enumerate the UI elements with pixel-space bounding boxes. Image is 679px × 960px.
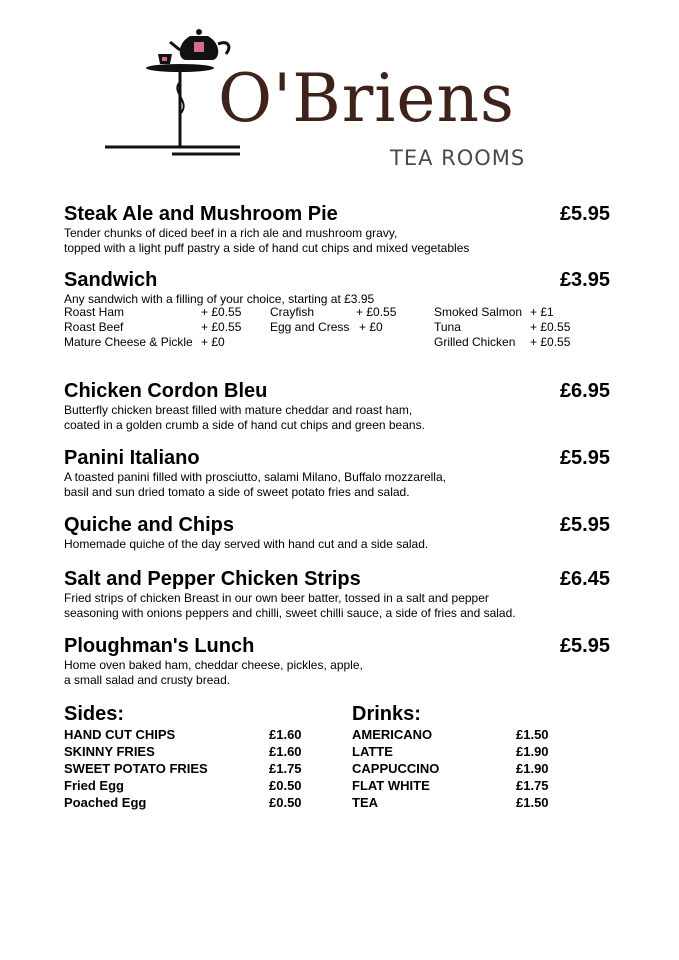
drink-name: TEA xyxy=(352,795,378,810)
drinks-heading: Drinks: xyxy=(352,703,421,725)
menu-item xyxy=(64,513,610,552)
item-description: Home oven baked ham, cheddar cheese, pickles, apple, a small salad and crusty bread. xyxy=(64,658,363,687)
option-price: + £0.55 xyxy=(530,335,571,349)
item-price: £5.95 xyxy=(559,514,610,536)
brand-logo xyxy=(100,22,540,172)
side-price: £0.50 xyxy=(269,778,302,793)
item-title: Sandwich xyxy=(64,269,158,291)
side-name: SWEET POTATO FRIES xyxy=(64,761,208,776)
drink-name: LATTE xyxy=(352,744,393,759)
item-description: Fried strips of chicken Breast in our own beer batter, tossed in a salt and pepper seasoning with onions peppers and chilli, sweet chilli sauce, a side of fries and salad. xyxy=(64,591,516,620)
option-name: Grilled Chicken xyxy=(434,335,516,349)
item-description: A toasted panini filled with prosciutto, salami Milano, Buffalo mozzarella, basil and sun dried tomato a side of sweet potato fries and salad. xyxy=(64,470,446,499)
drink-name: CAPPUCCINO xyxy=(352,761,440,776)
option-price: + £0 xyxy=(201,335,225,349)
sides-heading: Sides: xyxy=(64,703,125,725)
side-price: £1.75 xyxy=(269,761,302,776)
option-price: + £0.55 xyxy=(201,320,242,334)
item-description: Butterfly chicken breast filled with mature cheddar and roast ham, coated in a golden crumb a side of hand cut chips and green beans. xyxy=(64,403,425,432)
drink-price: £1.50 xyxy=(516,795,549,810)
drink-price: £1.50 xyxy=(516,727,549,742)
item-price: £5.95 xyxy=(559,203,610,225)
item-price: £5.95 xyxy=(559,635,610,657)
side-price: £0.50 xyxy=(269,795,302,810)
sandwich-options xyxy=(64,305,610,353)
option-name: Roast Ham xyxy=(64,305,125,319)
side-price: £1.60 xyxy=(269,744,302,759)
item-price: £3.95 xyxy=(559,269,610,291)
option-price: + £0 xyxy=(359,320,383,334)
drink-price: £1.90 xyxy=(516,744,549,759)
item-title: Chicken Cordon Bleu xyxy=(64,380,268,402)
option-name: Crayfish xyxy=(270,305,315,319)
item-title: Panini Italiano xyxy=(64,447,200,469)
side-name: Fried Egg xyxy=(64,778,124,793)
item-title: Quiche and Chips xyxy=(64,514,235,536)
item-title: Ploughman's Lunch xyxy=(64,635,255,657)
option-price: + £0.55 xyxy=(356,305,397,319)
option-name: Smoked Salmon xyxy=(434,305,523,319)
menu-item xyxy=(64,634,610,688)
drink-name: FLAT WHITE xyxy=(352,778,430,793)
drink-price: £1.90 xyxy=(516,761,549,776)
option-price: + £1 xyxy=(530,305,554,319)
option-name: Tuna xyxy=(434,320,461,334)
item-title: Salt and Pepper Chicken Strips xyxy=(64,568,361,590)
menu-item xyxy=(64,202,610,256)
item-description: Any sandwich with a filling of your choice, starting at £3.95 xyxy=(64,292,375,306)
option-price: + £0.55 xyxy=(530,320,571,334)
drink-price: £1.75 xyxy=(516,778,549,793)
item-title: Steak Ale and Mushroom Pie xyxy=(64,203,338,225)
side-price: £1.60 xyxy=(269,727,302,742)
option-price: + £0.55 xyxy=(201,305,242,319)
item-description: Tender chunks of diced beef in a rich ale and mushroom gravy, topped with a light puff pastry a side of hand cut chips and mixed vegetables xyxy=(64,226,470,255)
menu-item xyxy=(64,446,610,500)
brand-subtitle: TEA ROOMS xyxy=(390,146,526,170)
item-price: £5.95 xyxy=(559,447,610,469)
menu-item xyxy=(64,567,610,621)
side-name: HAND CUT CHIPS xyxy=(64,727,176,742)
item-price: £6.95 xyxy=(559,380,610,402)
menu-item xyxy=(64,268,610,307)
drink-name: AMERICANO xyxy=(352,727,433,742)
item-description: Homemade quiche of the day served with hand cut and a side salad. xyxy=(64,537,429,551)
option-name: Mature Cheese & Pickle xyxy=(64,335,193,349)
menu-item xyxy=(64,379,610,433)
brand-name: O'Briens xyxy=(218,60,515,137)
side-name: SKINNY FRIES xyxy=(64,744,155,759)
option-name: Egg and Cress xyxy=(270,320,350,334)
option-name: Roast Beef xyxy=(64,320,124,334)
side-name: Poached Egg xyxy=(64,795,147,810)
item-price: £6.45 xyxy=(559,568,610,590)
